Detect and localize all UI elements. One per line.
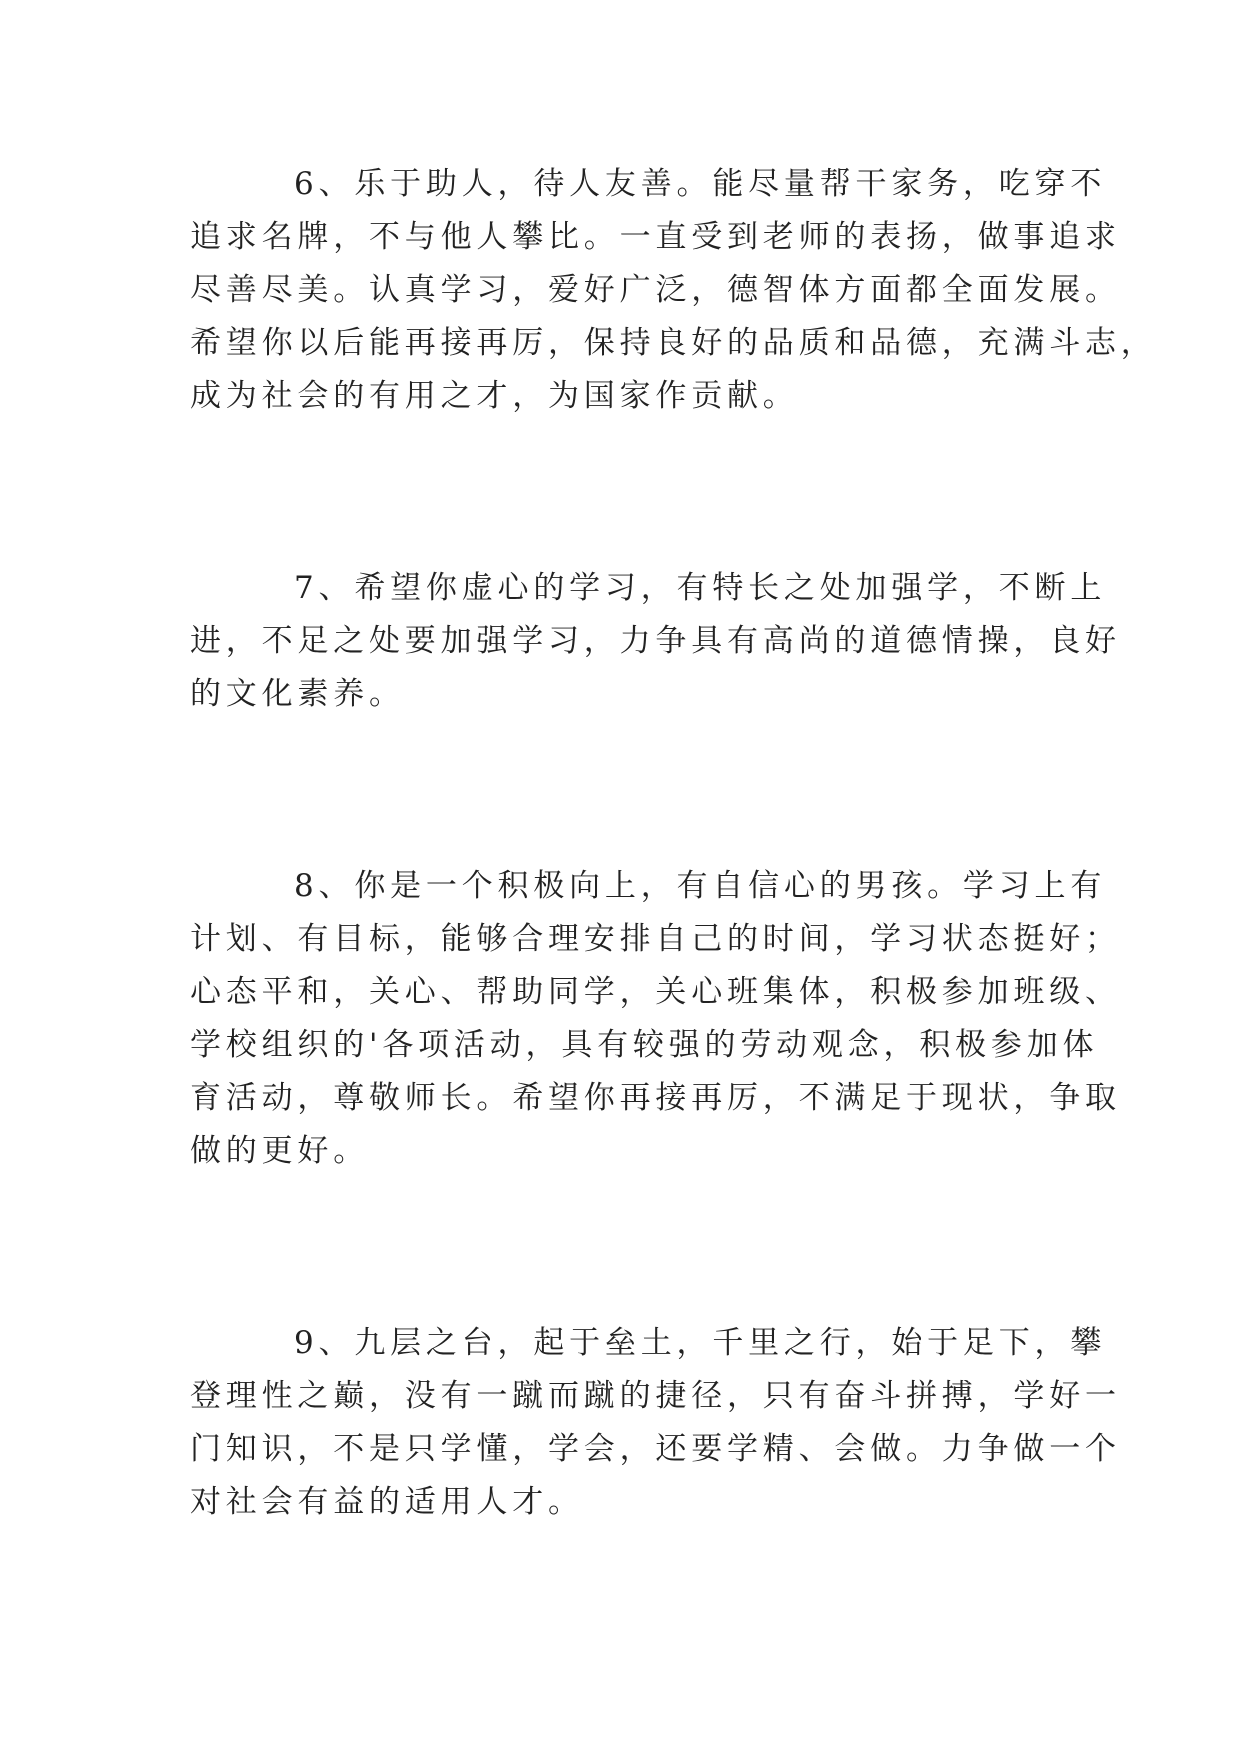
- paragraph-line: 心态平和，关心、帮助同学，关心班集体，积极参加班级、: [190, 974, 1121, 1010]
- paragraph-line: 对社会有益的适用人才。: [190, 1484, 584, 1520]
- paragraph-line: 6、乐于助人，待人友善。能尽量帮干家务，吃穿不: [294, 166, 1107, 202]
- paragraph-line: 7、希望你虚心的学习，有特长之处加强学，不断上: [294, 570, 1107, 606]
- paragraph-line: 进，不足之处要加强学习，力争具有高尚的道德情操，良好: [190, 623, 1121, 659]
- paragraph-line: 9、九层之台，起于垒土，千里之行，始于足下，攀: [294, 1325, 1107, 1361]
- paragraph-line: 尽善尽美。认真学习，爱好广泛，德智体方面都全面发展。: [190, 272, 1121, 308]
- paragraph-line: 追求名牌，不与他人攀比。一直受到老师的表扬，做事追求: [190, 219, 1121, 255]
- paragraph-line: 希望你以后能再接再厉，保持良好的品质和品德，充满斗志，: [190, 325, 1157, 361]
- paragraph-line: 门知识，不是只学懂，学会，还要学精、会做。力争做一个: [190, 1431, 1121, 1467]
- paragraph-line: 育活动，尊敬师长。希望你再接再厉，不满足于现状，争取: [190, 1080, 1121, 1116]
- paragraph-line: 做的更好。: [190, 1133, 369, 1169]
- paragraph-line: 的文化素养。: [190, 676, 405, 712]
- paragraph-line: 成为社会的有用之才，为国家作贡献。: [190, 378, 799, 414]
- paragraph-line: 8、你是一个积极向上，有自信心的男孩。学习上有: [294, 868, 1107, 904]
- paragraph-line: 登理性之巅，没有一蹴而蹴的捷径，只有奋斗拼搏，学好一: [190, 1378, 1121, 1414]
- paragraph-line: 学校组织的'各项活动，具有较强的劳动观念，积极参加体: [190, 1027, 1099, 1063]
- paragraph-line: 计划、有目标，能够合理安排自己的时间，学习状态挺好；: [190, 921, 1121, 957]
